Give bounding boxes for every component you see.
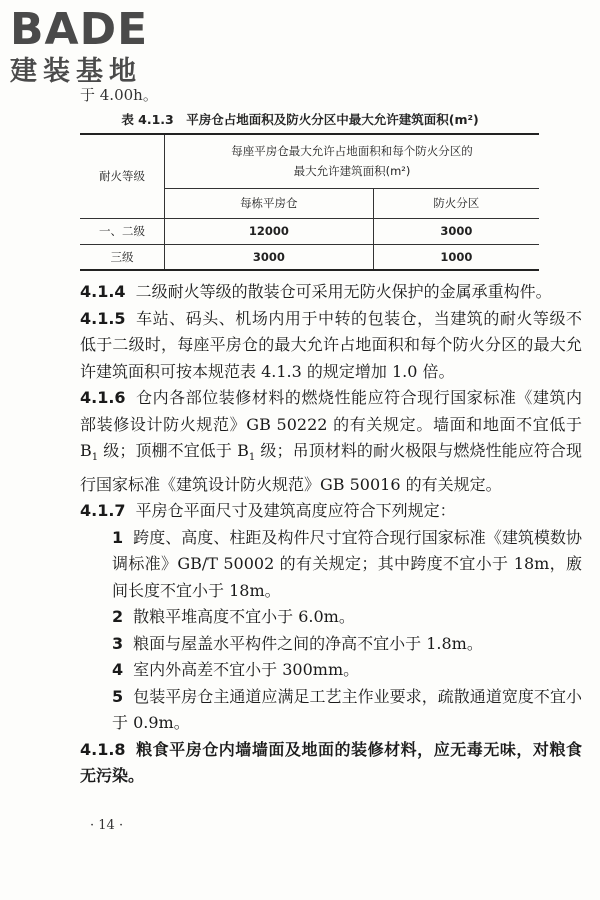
- clause-4-1-8: [80, 737, 582, 790]
- clause-number: 4.1.6: [80, 388, 126, 407]
- table-row: [80, 244, 539, 270]
- header-max-area-line1: 每座平房仓最大允许占地面积和每个防火分区的: [231, 144, 473, 159]
- clause-text-c: 级；吊顶材料的耐火极限与燃烧性能应符合现行国家标准《建筑设计防火规范》GB 50016 的有关规定。: [80, 441, 582, 494]
- item-text: 散粮平堆高度不宜小于 6.0m。: [133, 607, 355, 627]
- item-text: 跨度、高度、柱距及构件尺寸宜符合现行国家标准《建筑模数协调标准》GB/T 50002 的有关规定；其中跨度不宜小于 18m，廒间长度不宜小于 18m。: [112, 527, 582, 600]
- logo-subtitle: 建装基地: [10, 56, 142, 87]
- row-grade: 一、二级: [80, 218, 165, 244]
- table-caption: 表 4.1.3 平房仓占地面积及防火分区中最大允许建筑面积(m²): [121, 112, 479, 127]
- clause-number: 4.1.7: [80, 501, 126, 521]
- clause-4-1-6: [80, 385, 582, 498]
- subscript: 1: [248, 452, 256, 464]
- page-number: · 14 ·: [90, 818, 124, 833]
- clause-text-a: 仓内各部位装修材料的燃烧性能应符合现行国家标准《建筑内部装修设计防火规范》GB 50222 的有关规定。墙面和地面不宜低于 B: [80, 388, 582, 460]
- clause-4-1-5: [80, 306, 582, 386]
- item-text: 粮面与屋盖水平构件之间的净高不宜小于 1.8m。: [133, 633, 483, 653]
- item-number: 3: [112, 633, 124, 653]
- row-grade: 三级: [80, 244, 165, 270]
- subscript: 1: [91, 452, 99, 464]
- logo-wordmark: BADE: [10, 4, 149, 55]
- header-max-area: [165, 134, 540, 188]
- item-number: 1: [112, 527, 124, 547]
- top-text-fragment: 于 4.00h。: [80, 86, 158, 104]
- row-value-warehouse: 3000: [165, 244, 374, 270]
- clause-text: 平房仓平面尺寸及建筑高度应符合下列规定：: [135, 501, 456, 521]
- item-text: 包装平房仓主通道应满足工艺主作业要求，疏散通道宽度不宜小于 0.9m。: [112, 686, 582, 733]
- list-item: [80, 604, 582, 631]
- item-number: 5: [112, 686, 124, 706]
- list-item: [80, 657, 582, 684]
- item-number: 2: [112, 607, 124, 627]
- clause-text: 粮食平房仓内墙墙面及地面的装修材料，应无毒无味，对粮食无污染。: [80, 739, 582, 786]
- brand-logo: [8, 6, 178, 90]
- list-item: [80, 631, 582, 658]
- table-row: [80, 218, 539, 244]
- header-max-area-line2: 最大允许建筑面积(m²): [293, 164, 411, 179]
- clause-4-1-7: [80, 498, 582, 525]
- clause-4-1-4: [80, 279, 582, 306]
- clause-text: 车站、码头、机场内用于中转的包装仓，当建筑的耐火等级不低于二级时，每座平房仓的最大允许占地面积和每个防火分区的最大允许建筑面积可按本规范表 4.1.3 的规定增加 1.0 倍。: [80, 308, 582, 381]
- header-fire-grade: 耐火等级: [80, 134, 165, 218]
- row-value-compartment: 1000: [373, 244, 539, 270]
- clause-text-b: 级；顶棚不宜低于 B: [98, 441, 249, 460]
- fire-area-table: [80, 133, 539, 271]
- subheader-per-warehouse: 每栋平房仓: [165, 188, 374, 218]
- item-text: 室内外高差不宜小于 300mm。: [133, 660, 360, 680]
- row-value-warehouse: 12000: [165, 218, 374, 244]
- document-body: [80, 279, 582, 790]
- subheader-fire-compartment: 防火分区: [373, 188, 539, 218]
- clause-number: 4.1.8: [80, 739, 126, 759]
- clause-number: 4.1.5: [80, 308, 126, 328]
- clause-text: 二级耐火等级的散装仓可采用无防火保护的金属承重构件。: [135, 282, 552, 301]
- row-value-compartment: 3000: [373, 218, 539, 244]
- item-number: 4: [112, 660, 124, 680]
- list-item: [80, 684, 582, 737]
- list-item: [80, 525, 582, 605]
- clause-number: 4.1.4: [80, 282, 126, 301]
